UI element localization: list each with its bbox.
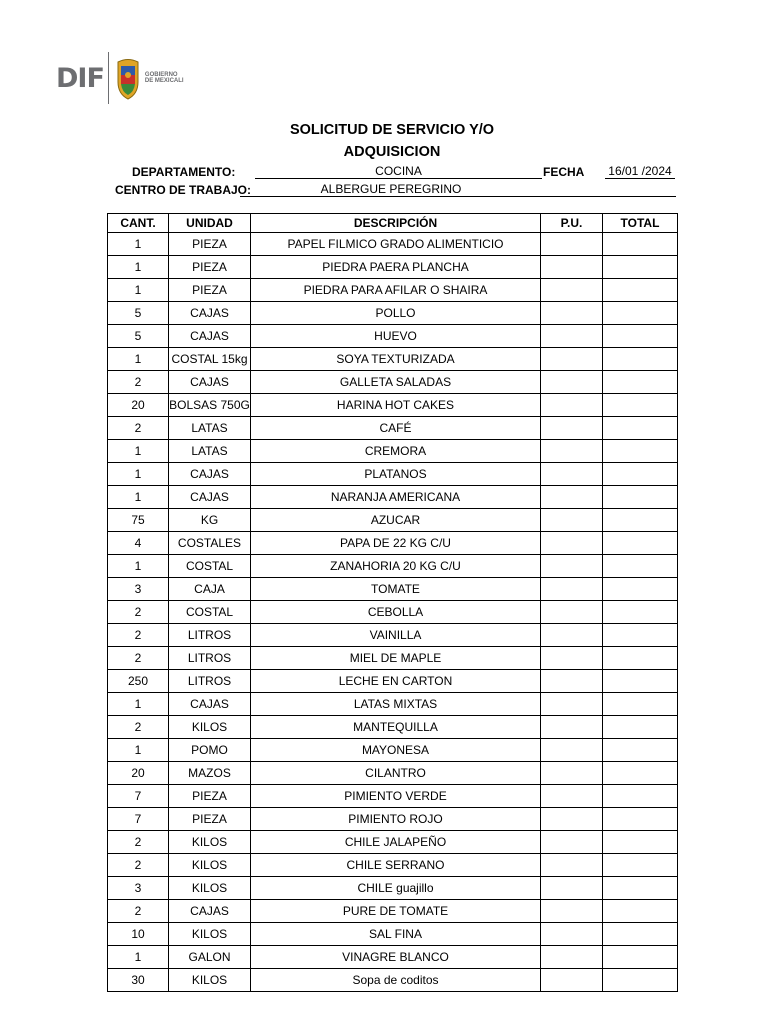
cell-unidad: LITROS [169,624,251,647]
cell-total[interactable] [603,831,678,854]
table-row [108,601,678,624]
cell-descripcion: CHILE guajillo [251,877,541,900]
departamento-label: DEPARTAMENTO: [132,165,236,179]
cell-descripcion: PLATANOS [251,463,541,486]
table-row [108,946,678,969]
cell-total[interactable] [603,739,678,762]
cell-total[interactable] [603,371,678,394]
cell-descripcion: PIEDRA PAERA PLANCHA [251,256,541,279]
dif-logo [56,52,184,104]
cell-unidad: GALON [169,946,251,969]
cell-pu[interactable] [541,969,603,992]
cell-descripcion: MANTEQUILLA [251,716,541,739]
cell-pu[interactable] [541,440,603,463]
cell-pu[interactable] [541,946,603,969]
cell-pu[interactable] [541,923,603,946]
cell-unidad: MAZOS [169,762,251,785]
cell-pu[interactable] [541,463,603,486]
cell-unidad: PIEZA [169,785,251,808]
table-row [108,578,678,601]
cell-cant: 1 [108,739,169,762]
table-row [108,739,678,762]
col-header-total: TOTAL [603,214,678,233]
cell-descripcion: PAPEL FILMICO GRADO ALIMENTICIO [251,233,541,256]
cell-unidad: KILOS [169,831,251,854]
cell-cant: 2 [108,831,169,854]
cell-cant: 1 [108,279,169,302]
cell-cant: 1 [108,440,169,463]
cell-total[interactable] [603,601,678,624]
table-row [108,371,678,394]
document-title-line2: ADQUISICION [343,144,441,160]
cell-pu[interactable] [541,256,603,279]
cell-unidad: CAJAS [169,463,251,486]
cell-pu[interactable] [541,601,603,624]
cell-cant: 2 [108,647,169,670]
cell-unidad: LATAS [169,417,251,440]
cell-total[interactable] [603,555,678,578]
table-row [108,647,678,670]
centro-trabajo-value[interactable]: ALBERGUE PEREGRINO [240,182,542,197]
cell-descripcion: SOYA TEXTURIZADA [251,348,541,371]
table-row [108,762,678,785]
cell-pu[interactable] [541,371,603,394]
cell-pu[interactable] [541,693,603,716]
gobierno-mexicali-text [145,72,184,84]
cell-cant: 2 [108,854,169,877]
cell-unidad: KILOS [169,877,251,900]
table-row [108,417,678,440]
logo-gov-line2: DE MEXICALI [144,78,184,84]
cell-pu[interactable] [541,670,603,693]
cell-total[interactable] [603,325,678,348]
cell-total[interactable] [603,670,678,693]
cell-total[interactable] [603,716,678,739]
cell-descripcion: ZANAHORIA 20 KG C/U [251,555,541,578]
cell-pu[interactable] [541,325,603,348]
col-header-pu: P.U. [541,214,603,233]
cell-total[interactable] [603,923,678,946]
table-row [108,785,678,808]
cell-unidad: LATAS [169,440,251,463]
cell-unidad: CAJAS [169,900,251,923]
cell-cant: 2 [108,900,169,923]
cell-total[interactable] [603,348,678,371]
fecha-label: FECHA [543,165,585,179]
cell-unidad: KILOS [169,854,251,877]
cell-total[interactable] [603,624,678,647]
cell-descripcion: CAFÉ [251,417,541,440]
cell-pu[interactable] [541,578,603,601]
table-header-row [108,214,678,233]
cell-unidad: LITROS [169,647,251,670]
cell-descripcion: HUEVO [251,325,541,348]
cell-descripcion: PURE DE TOMATE [251,900,541,923]
cell-total[interactable] [603,532,678,555]
cell-total[interactable] [603,509,678,532]
col-header-cant: CANT. [108,214,169,233]
cell-descripcion: LECHE EN CARTON [251,670,541,693]
table-row [108,693,678,716]
cell-cant: 1 [108,233,169,256]
cell-pu[interactable] [541,831,603,854]
cell-descripcion: VAINILLA [251,624,541,647]
cell-pu[interactable] [541,647,603,670]
cell-total[interactable] [603,877,678,900]
cell-descripcion: NARANJA AMERICANA [251,486,541,509]
cell-pu[interactable] [541,785,603,808]
table-row [108,532,678,555]
cell-unidad: KILOS [169,923,251,946]
cell-cant: 2 [108,371,169,394]
cell-cant: 75 [108,509,169,532]
cell-unidad: PIEZA [169,256,251,279]
cell-total[interactable] [603,647,678,670]
cell-pu[interactable] [541,739,603,762]
cell-total[interactable] [603,279,678,302]
cell-cant: 3 [108,578,169,601]
cell-unidad: CAJAS [169,325,251,348]
cell-cant: 1 [108,256,169,279]
cell-total[interactable] [603,969,678,992]
table-row [108,348,678,371]
cell-descripcion: LATAS MIXTAS [251,693,541,716]
cell-unidad: KILOS [169,716,251,739]
cell-pu[interactable] [541,532,603,555]
cell-total[interactable] [603,785,678,808]
cell-cant: 2 [108,601,169,624]
cell-unidad: PIEZA [169,233,251,256]
cell-total[interactable] [603,762,678,785]
centro-trabajo-rule [542,196,676,197]
cell-total[interactable] [603,463,678,486]
cell-unidad: CAJAS [169,371,251,394]
table-row [108,233,678,256]
cell-pu[interactable] [541,762,603,785]
cell-unidad: PIEZA [169,279,251,302]
cell-pu[interactable] [541,900,603,923]
cell-unidad: KG [169,509,251,532]
cell-cant: 1 [108,693,169,716]
cell-unidad: CAJAS [169,486,251,509]
cell-cant: 1 [108,463,169,486]
cell-cant: 250 [108,670,169,693]
table-row [108,463,678,486]
cell-descripcion: CEBOLLA [251,601,541,624]
table-row [108,394,678,417]
cell-total[interactable] [603,233,678,256]
cell-cant: 7 [108,785,169,808]
cell-total[interactable] [603,417,678,440]
fecha-value[interactable]: 16/01 /2024 [605,164,675,179]
mexicali-crest-icon [115,56,141,100]
cell-cant: 2 [108,624,169,647]
cell-cant: 20 [108,394,169,417]
cell-pu[interactable] [541,417,603,440]
cell-total[interactable] [603,302,678,325]
table-row [108,555,678,578]
table-row [108,279,678,302]
cell-total[interactable] [603,808,678,831]
cell-total[interactable] [603,440,678,463]
cell-unidad: COSTAL [169,555,251,578]
cell-pu[interactable] [541,808,603,831]
departamento-value[interactable]: COCINA [255,164,542,179]
cell-descripcion: Sopa de coditos [251,969,541,992]
cell-total[interactable] [603,693,678,716]
col-header-unidad: UNIDAD [169,214,251,233]
cell-descripcion: POLLO [251,302,541,325]
cell-total[interactable] [603,946,678,969]
cell-total[interactable] [603,394,678,417]
cell-cant: 10 [108,923,169,946]
cell-descripcion: PIMIENTO VERDE [251,785,541,808]
table-row [108,509,678,532]
cell-cant: 1 [108,946,169,969]
table-row [108,969,678,992]
table-row [108,440,678,463]
cell-cant: 20 [108,762,169,785]
centro-trabajo-label: CENTRO DE TRABAJO: [115,183,252,197]
cell-descripcion: MAYONESA [251,739,541,762]
cell-unidad: BOLSAS 750G [169,394,251,417]
table-row [108,624,678,647]
cell-descripcion: CREMORA [251,440,541,463]
col-header-descripcion: DESCRIPCIÓN [251,214,541,233]
cell-descripcion: CILANTRO [251,762,541,785]
cell-descripcion: TOMATE [251,578,541,601]
table-row [108,716,678,739]
cell-descripcion: CHILE JALAPEÑO [251,831,541,854]
cell-descripcion: VINAGRE BLANCO [251,946,541,969]
cell-descripcion: MIEL DE MAPLE [251,647,541,670]
cell-pu[interactable] [541,854,603,877]
cell-cant: 5 [108,325,169,348]
table-row [108,256,678,279]
cell-unidad: COSTALES [169,532,251,555]
cell-total[interactable] [603,854,678,877]
cell-descripcion: AZUCAR [251,509,541,532]
cell-cant: 3 [108,877,169,900]
cell-pu[interactable] [541,555,603,578]
cell-unidad: CAJAS [169,302,251,325]
table-row [108,854,678,877]
cell-cant: 2 [108,716,169,739]
cell-cant: 2 [108,417,169,440]
cell-unidad: KILOS [169,969,251,992]
cell-cant: 7 [108,808,169,831]
cell-pu[interactable] [541,716,603,739]
cell-cant: 4 [108,532,169,555]
cell-descripcion: PIMIENTO ROJO [251,808,541,831]
table-row [108,831,678,854]
cell-unidad: LITROS [169,670,251,693]
cell-pu[interactable] [541,394,603,417]
cell-descripcion: PIEDRA PARA AFILAR O SHAIRA [251,279,541,302]
table-row [108,670,678,693]
table-row [108,302,678,325]
table-row [108,808,678,831]
cell-unidad: COSTAL [169,601,251,624]
cell-pu[interactable] [541,486,603,509]
cell-pu[interactable] [541,302,603,325]
logo-divider [108,52,109,104]
cell-unidad: POMO [169,739,251,762]
logo-gov-line1: GOBIERNO [144,72,178,78]
cell-pu[interactable] [541,279,603,302]
cell-cant: 1 [108,486,169,509]
cell-total[interactable] [603,578,678,601]
cell-cant: 1 [108,555,169,578]
dif-logo-text: DIF [56,62,104,94]
cell-total[interactable] [603,486,678,509]
document-title-line1: SOLICITUD DE SERVICIO Y/O [289,122,495,138]
cell-pu[interactable] [541,877,603,900]
cell-descripcion: GALLETA SALADAS [251,371,541,394]
cell-unidad: CAJA [169,578,251,601]
cell-descripcion: PAPA DE 22 KG C/U [251,532,541,555]
table-row [108,900,678,923]
cell-descripcion: HARINA HOT CAKES [251,394,541,417]
cell-total[interactable] [603,900,678,923]
cell-unidad: COSTAL 15kg [169,348,251,371]
table-row [108,325,678,348]
cell-cant: 1 [108,348,169,371]
cell-descripcion: CHILE SERRANO [251,854,541,877]
cell-descripcion: SAL FINA [251,923,541,946]
items-table-body [108,233,678,992]
cell-pu[interactable] [541,348,603,371]
cell-pu[interactable] [541,624,603,647]
cell-pu[interactable] [541,509,603,532]
cell-cant: 30 [108,969,169,992]
cell-pu[interactable] [541,233,603,256]
cell-unidad: CAJAS [169,693,251,716]
cell-cant: 5 [108,302,169,325]
table-row [108,877,678,900]
table-row [108,486,678,509]
cell-total[interactable] [603,256,678,279]
cell-unidad: PIEZA [169,808,251,831]
items-table [107,213,678,992]
table-row [108,923,678,946]
